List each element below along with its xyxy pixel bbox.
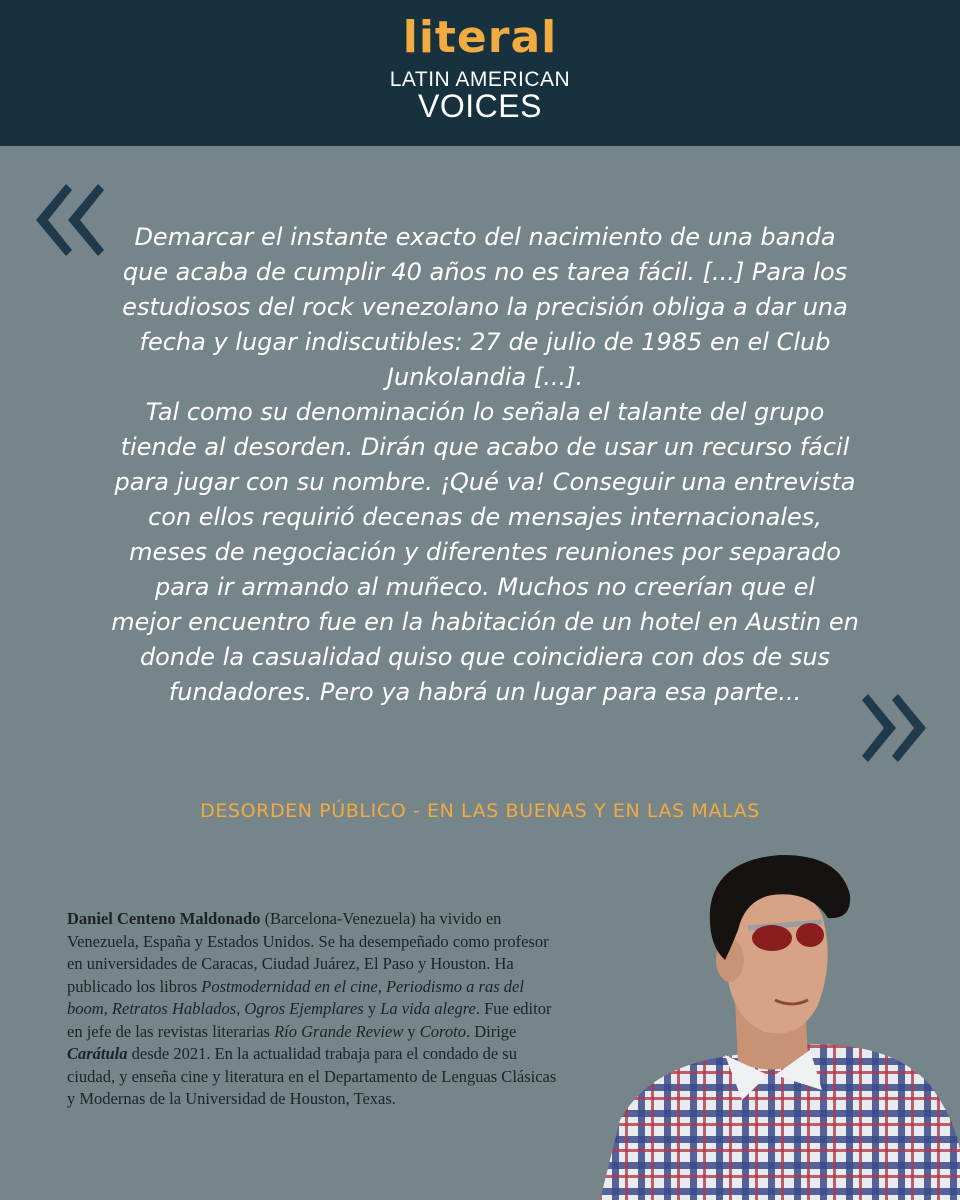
bio-text: . Dirige [465, 1021, 517, 1041]
author-photo [560, 850, 960, 1200]
bio-text: y [403, 1021, 420, 1041]
magazine-title: Río Grande Review [274, 1021, 404, 1041]
source-title: DESORDEN PÚBLICO - EN LAS BUENAS Y EN LAS MALAS [200, 800, 760, 822]
magazine-title: Coroto [419, 1021, 466, 1041]
quote-line: para jugar con su nombre. ¡Qué va! Conseguir una entrevista [114, 468, 856, 496]
quote-line: que acaba de cumplir 40 años no es tarea fácil. [...] Para los [122, 258, 848, 286]
quote-line: tiende al desorden. Dirán que acabo de usar un recurso fácil [120, 433, 850, 461]
bio-text: (Barcelona-Venezuela) ha vivido en Venezuela, España y Estados Unidos. Se ha desempeñado como profesor en universidades de Caracas, Ciudad Juárez, El Paso y Houston. Ha publicado los libros [67, 909, 549, 996]
quote-line: fundadores. Pero ya habrá un lugar para esa parte... [168, 678, 802, 706]
header-banner [0, 0, 960, 146]
bio-text: desde 2021. En la actualidad trabaja para el condado de su ciudad, y enseña cine y literatura en el Departamento de Lenguas Clásicas y Modernas de la Universidad de Houston, Texas. [67, 1044, 557, 1108]
book-title: Postmodernidad en el cine [201, 976, 378, 996]
magazine-title: Carátula [67, 1044, 128, 1063]
close-quote-icon [860, 690, 930, 766]
quote-line: Demarcar el instante exacto del nacimiento de una banda [134, 223, 836, 251]
bio-text: , [103, 999, 112, 1018]
author-bio [67, 908, 557, 1111]
bio-text: , [377, 976, 386, 996]
quote-line: Junkolandia [...]. [386, 363, 584, 391]
bio-text: . Fue editor en jefe de las revistas literarias [67, 999, 552, 1041]
quote-line: para ir armando al muñeco. Muchos no creerían que el [154, 573, 816, 601]
book-title: La vida alegre [380, 999, 476, 1018]
literal-logo: literal [402, 12, 558, 63]
quote-line: con ellos requirió decenas de mensajes internacionales, [148, 503, 822, 531]
book-title: Retratos Hablados [111, 999, 237, 1018]
book-title: Periodismo a ras del boom [67, 976, 524, 1018]
bio-text: , [236, 999, 245, 1018]
featured-quote [90, 220, 880, 710]
quote-line: Tal como su denominación lo señala el talante del grupo [145, 398, 825, 426]
quote-line: fecha y lugar indiscutibles: 27 de julio de 1985 en el Club [139, 328, 831, 356]
logo-subtitle-latin-american: LATIN AMERICAN [389, 68, 571, 91]
bio-text: y [363, 999, 381, 1018]
quote-line: donde la casualidad quiso que coincidiera con dos de sus [139, 643, 831, 671]
logo-subtitle-voices: VOICES [418, 88, 542, 124]
author-name: Daniel Centeno Maldonado [67, 909, 261, 928]
book-title: Ogros Ejemplares [244, 999, 364, 1018]
quote-line: mejor encuentro fue en la habitación de un hotel en Austin en [111, 608, 859, 636]
quote-line: meses de negociación y diferentes reuniones por separado [129, 538, 841, 566]
quote-line: estudiosos del rock venezolano la precisión obliga a dar una [122, 293, 848, 321]
